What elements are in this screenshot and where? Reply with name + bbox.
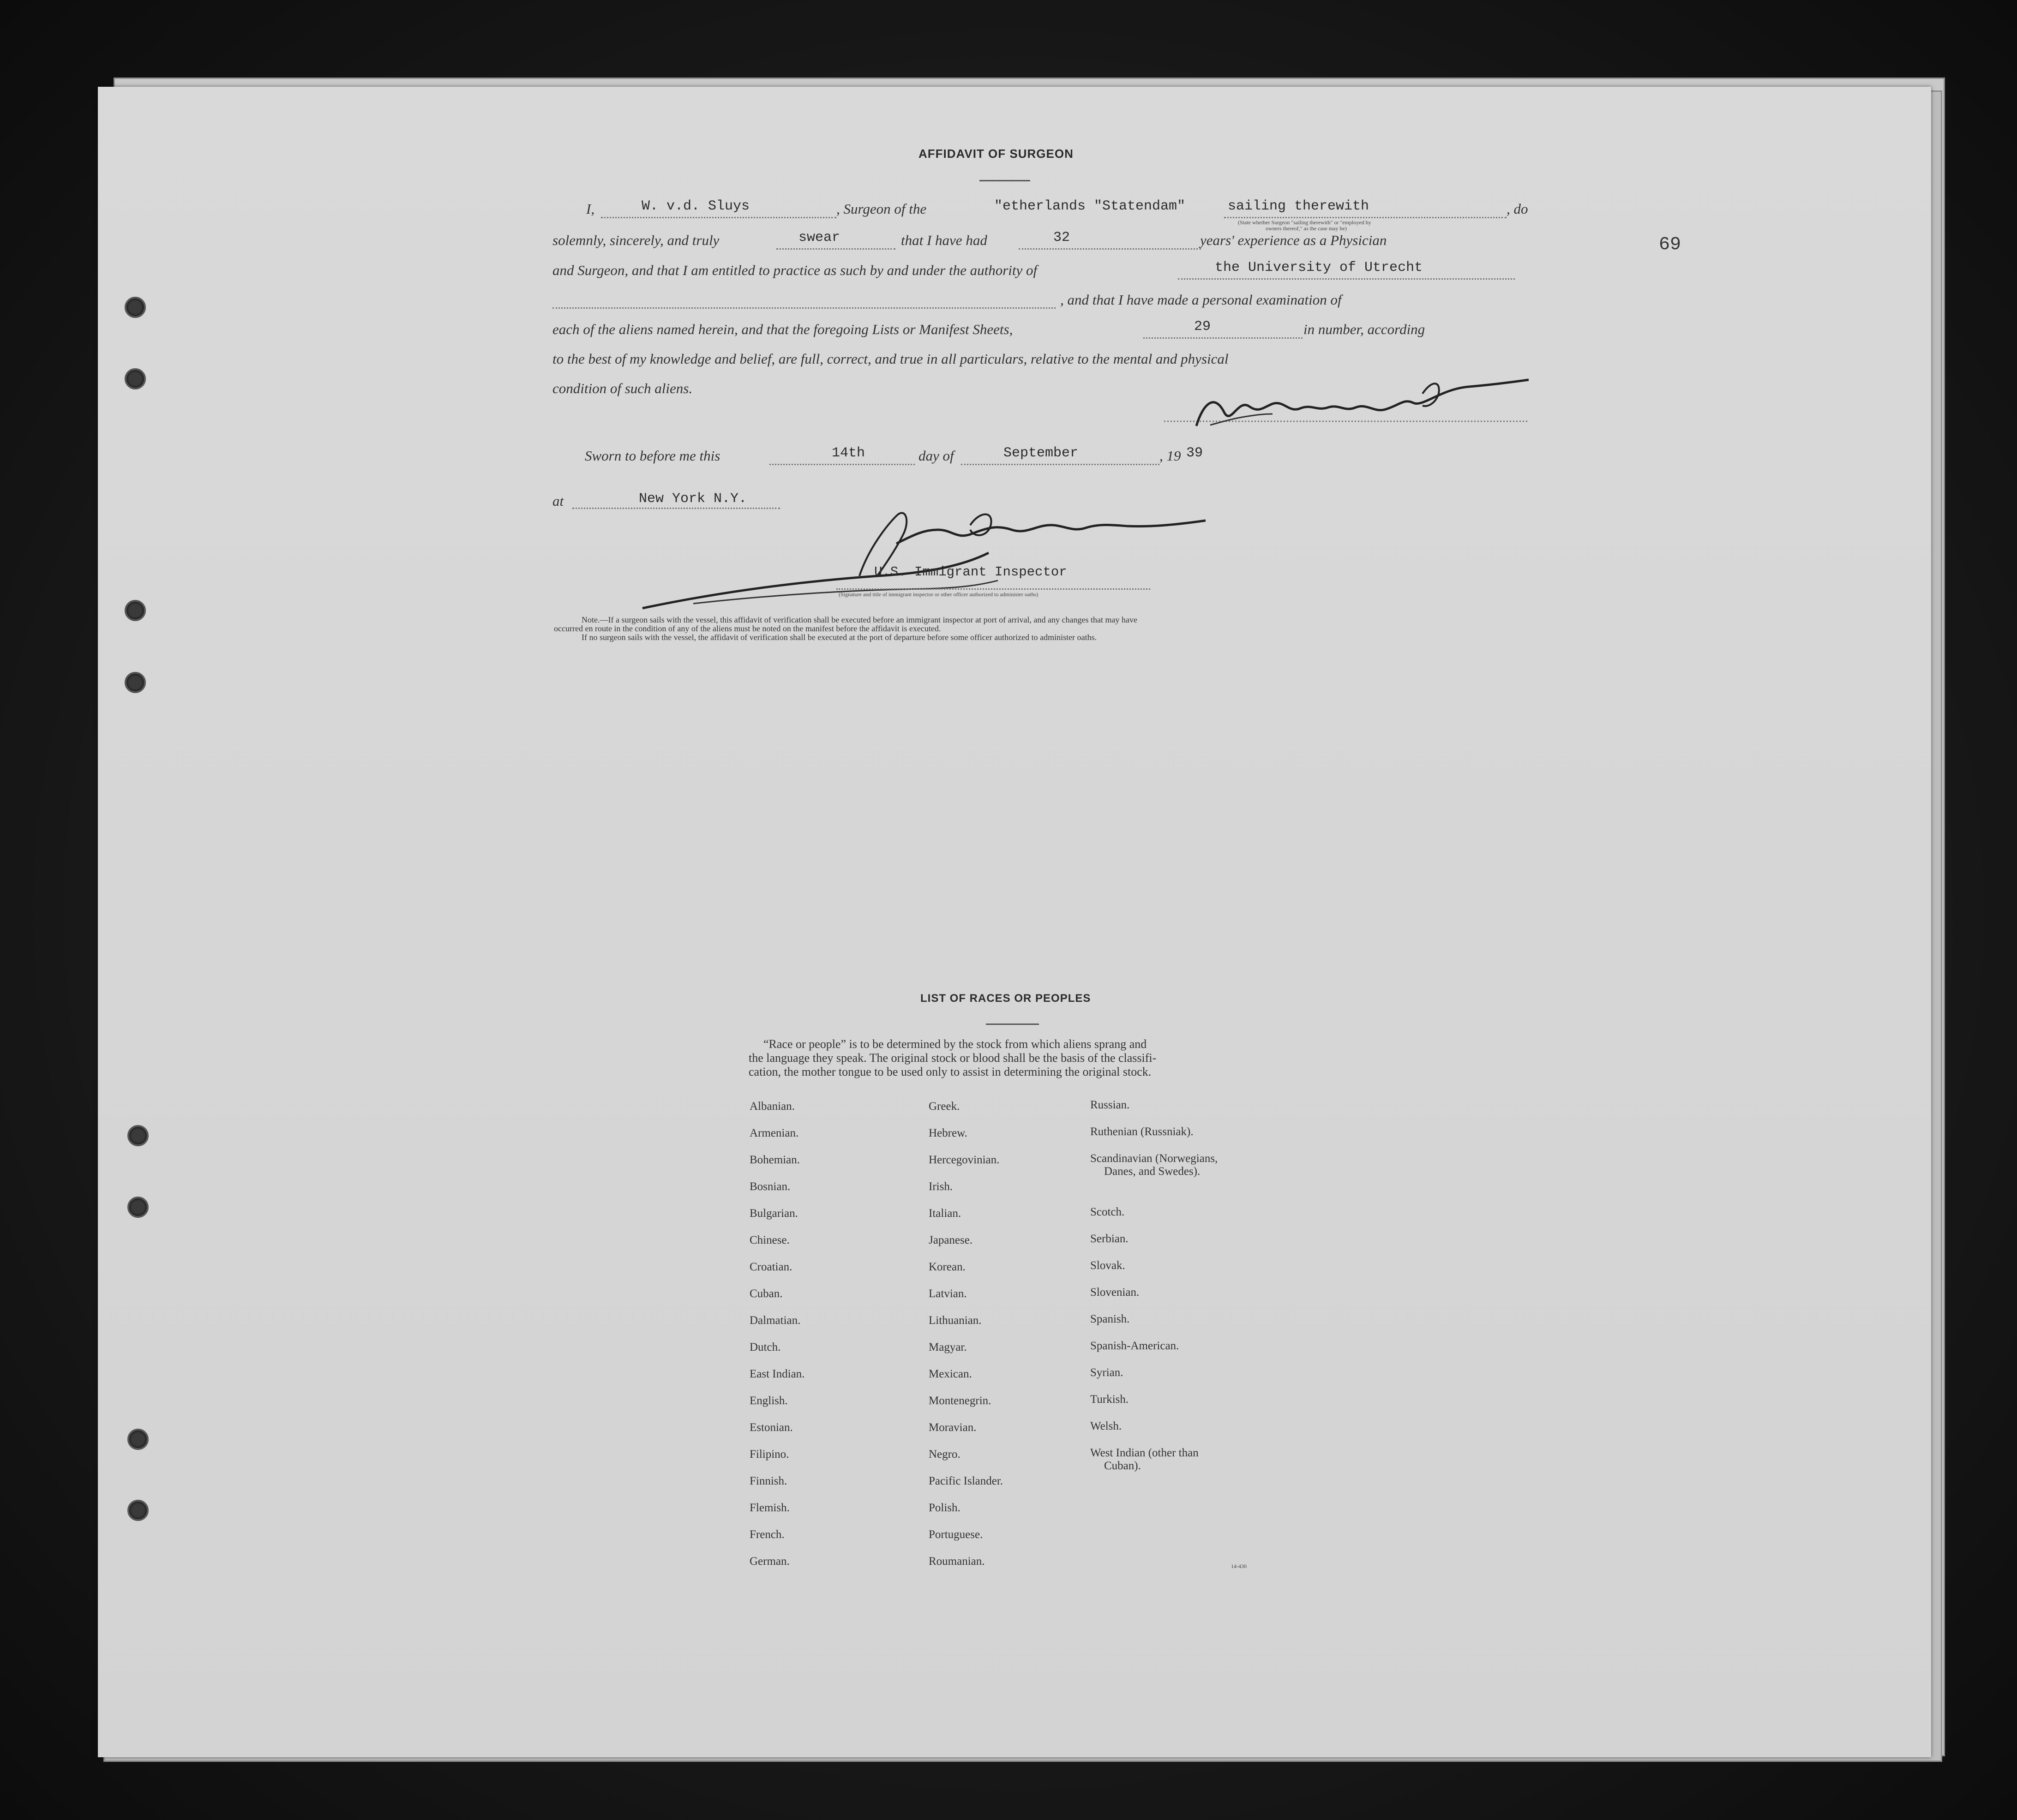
race-item: Syrian. (1090, 1366, 1123, 1379)
punch-hole (127, 1197, 149, 1218)
race-item: West Indian (other than (1090, 1447, 1199, 1459)
punch-hole (127, 1429, 149, 1450)
race-item: Serbian. (1090, 1233, 1129, 1245)
races-title: LIST OF RACES OR PEOPLES (920, 992, 1091, 1005)
surgeon-status: sailing therewith (1228, 198, 1369, 214)
race-item: Greek. (929, 1100, 960, 1113)
race-item: Cuban). (1104, 1460, 1141, 1472)
race-item: Cuban. (750, 1287, 783, 1300)
race-item: Filipino. (750, 1448, 789, 1461)
document-page (98, 87, 1931, 1757)
race-item: Finnish. (750, 1475, 787, 1487)
line2-suffix: years' experience as a Physician (1200, 232, 1387, 248)
race-item: Welsh. (1090, 1420, 1122, 1432)
race-item: Scotch. (1090, 1206, 1125, 1218)
race-item: Polish. (929, 1502, 960, 1514)
at-label: at (552, 493, 564, 509)
page-number: 69 (1659, 234, 1681, 255)
race-item: Magyar. (929, 1341, 967, 1353)
authority-field-line (1178, 278, 1515, 280)
line2-mid: that I have had (901, 232, 987, 248)
punch-hole (125, 672, 146, 693)
line3-prefix: and Surgeon, and that I am entitled to practice as such by and under the authority of (552, 262, 1038, 278)
race-item: Moravian. (929, 1421, 977, 1434)
inspector-field-line (836, 588, 1150, 590)
race-item: German. (750, 1555, 790, 1568)
race-item: Italian. (929, 1207, 961, 1220)
race-item: Bulgarian. (750, 1207, 798, 1220)
sworn-month: September (1003, 445, 1079, 461)
punch-hole (125, 368, 146, 389)
race-item: Danes, and Swedes). (1104, 1165, 1201, 1178)
manifest-sheets: 29 (1194, 319, 1211, 335)
race-item: Bohemian. (750, 1154, 800, 1166)
authority-continuation-line (552, 307, 1056, 309)
race-item: Slovenian. (1090, 1286, 1140, 1299)
race-item: Hercegovinian. (929, 1154, 1000, 1166)
line5-suffix: in number, according (1303, 321, 1425, 337)
form-code: 14-430 (1231, 1563, 1247, 1569)
name-field-line (601, 217, 836, 218)
authority-name: the University of Utrecht (1215, 260, 1423, 275)
race-item: Turkish. (1090, 1393, 1129, 1406)
line6: to the best of my knowledge and belief, are full, correct, and true in all particulars, relative to the mental and physical (552, 351, 1229, 367)
sworn-mid: day of (918, 448, 954, 464)
race-item: Pacific Islander. (929, 1475, 1003, 1487)
race-item: Croatian. (750, 1261, 792, 1273)
race-item: Bosnian. (750, 1180, 791, 1193)
sworn-day: 14th (832, 445, 865, 461)
race-item: Hebrew. (929, 1127, 967, 1139)
race-item: Mexican. (929, 1368, 972, 1380)
race-item: Armenian. (750, 1127, 799, 1139)
title-underline (979, 180, 1030, 181)
race-item: Chinese. (750, 1234, 790, 1246)
affidavit-title: AFFIDAVIT OF SURGEON (918, 147, 1074, 161)
vessel-name: "etherlands "Statendam" (994, 198, 1186, 214)
races-title-underline (986, 1024, 1039, 1025)
inspector-caption: (Signature and title of immigrant inspector or other officer authorized to administer oaths) (839, 591, 1039, 598)
line1-mid: , Surgeon of the (836, 201, 927, 217)
race-item: French. (750, 1528, 785, 1541)
punch-hole (125, 600, 146, 621)
affidavit-note: Note.—If a surgeon sails with the vessel, this affidavit of verification shall be executed before an immigrant inspector at port of arrival, and any changes that may have occurred en route in the condition of any of the aliens must be noted on the manifest before the affidavit is executed. If no surgeon sails with the vessel, the affidavit of verification shall be executed at the port of departure before some officer authorized to administer oaths. (554, 615, 1137, 642)
race-item: Albanian. (750, 1100, 795, 1113)
punch-hole (125, 297, 146, 318)
race-item: Roumanian. (929, 1555, 985, 1568)
oath-field-line (776, 248, 895, 250)
race-item: Flemish. (750, 1502, 790, 1514)
race-item: English. (750, 1395, 788, 1407)
race-item: Montenegrin. (929, 1395, 991, 1407)
line1-prefix: I, (586, 201, 595, 217)
sworn-year-prefix: , 19 (1159, 448, 1181, 464)
surgeon-signature (1146, 371, 1533, 435)
race-item: Irish. (929, 1180, 953, 1193)
race-item: Scandinavian (Norwegians, (1090, 1152, 1218, 1165)
race-item: Dutch. (750, 1341, 781, 1353)
sheets-field-line (1143, 337, 1303, 339)
race-item: Spanish. (1090, 1313, 1130, 1325)
years-field-line (1019, 248, 1201, 250)
line5-prefix: each of the aliens named herein, and that the foregoing Lists or Manifest Sheets, (552, 321, 1013, 337)
race-item: Slovak. (1090, 1259, 1125, 1272)
line2-prefix: solemnly, sincerely, and truly (552, 232, 720, 248)
surgeon-name: W. v.d. Sluys (642, 198, 750, 214)
inspector-signature (638, 497, 1252, 617)
month-field-line (961, 464, 1159, 465)
race-item: East Indian. (750, 1368, 805, 1380)
status-note: (State whether Surgeon "sailing therewith" or "employed by owners thereof," as the case may be) (1238, 219, 1371, 232)
race-item: Ruthenian (Russniak). (1090, 1126, 1194, 1138)
line4-suffix: , and that I have made a personal examination of (1060, 292, 1342, 308)
inspector-title: U.S. Immigrant Inspector (874, 564, 1067, 580)
race-item: Latvian. (929, 1287, 967, 1300)
oath-word: swear (798, 230, 840, 245)
race-item: Japanese. (929, 1234, 973, 1246)
sworn-prefix: Sworn to before me this (585, 448, 720, 464)
punch-hole (127, 1125, 149, 1146)
line7: condition of such aliens. (552, 380, 693, 396)
race-item: Spanish-American. (1090, 1340, 1179, 1352)
race-item: Dalmatian. (750, 1314, 801, 1327)
race-item: Negro. (929, 1448, 960, 1461)
race-item: Lithuanian. (929, 1314, 982, 1327)
status-field-line (1224, 217, 1507, 218)
punch-hole (127, 1500, 149, 1521)
race-item: Portuguese. (929, 1528, 983, 1541)
years-experience: 32 (1053, 230, 1070, 245)
location: New York N.Y. (639, 491, 747, 507)
race-item: Korean. (929, 1261, 966, 1273)
day-field-line (769, 464, 915, 465)
race-item: Estonian. (750, 1421, 793, 1434)
line1-suffix: , do (1507, 201, 1528, 217)
sworn-year: 39 (1186, 445, 1203, 461)
races-intro: “Race or people” is to be determined by the stock from which aliens sprang and the language they speak. The original stock or blood shall be the basis of the classifi- cation, the mother tongue to be used only to assist in determining the original stock. (749, 1037, 1157, 1078)
race-item: Russian. (1090, 1099, 1130, 1111)
